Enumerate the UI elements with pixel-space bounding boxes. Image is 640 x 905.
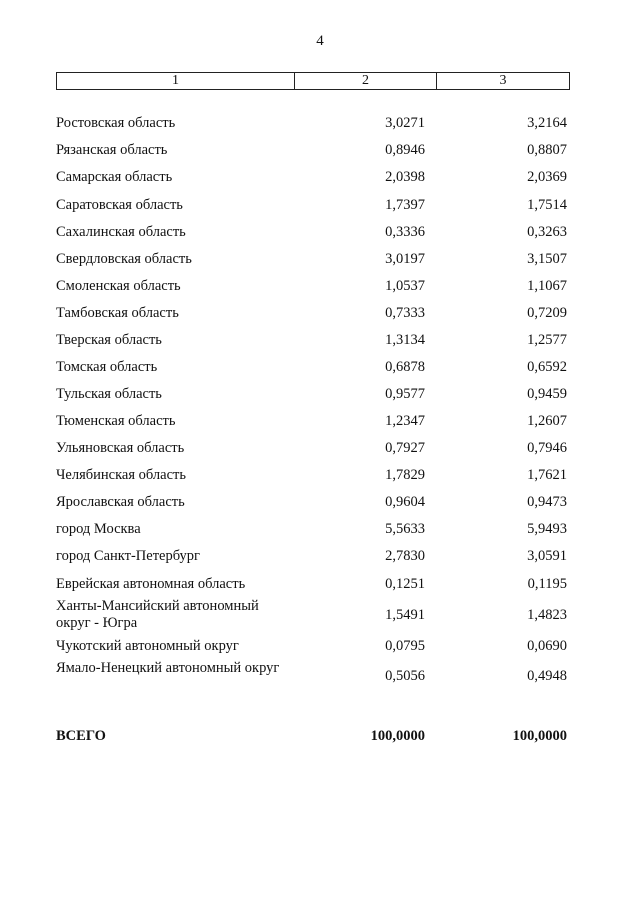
region-name: Тульская область bbox=[56, 386, 162, 402]
value-col2: 1,5491 bbox=[385, 607, 425, 623]
value-col2: 0,7927 bbox=[385, 440, 425, 456]
region-name: Самарская область bbox=[56, 169, 173, 185]
value-col3: 3,2164 bbox=[527, 115, 567, 131]
column-header-3: 3 bbox=[499, 73, 507, 88]
region-name: Саратовская область bbox=[56, 197, 183, 213]
region-name: Смоленская область bbox=[56, 278, 181, 294]
value-col3: 3,1507 bbox=[527, 251, 567, 267]
column-header-2: 2 bbox=[295, 73, 437, 89]
region-name: Свердловская область bbox=[56, 251, 192, 267]
table-column-header bbox=[56, 72, 570, 90]
value-col3: 0,3263 bbox=[527, 224, 567, 240]
region-name: Тверская область bbox=[56, 332, 162, 348]
region-name: Рязанская область bbox=[56, 142, 168, 158]
region-name: Томская область bbox=[56, 359, 158, 375]
value-col3: 0,7946 bbox=[527, 440, 567, 456]
value-col2: 0,9577 bbox=[385, 386, 425, 402]
total-col2: 100,0000 bbox=[370, 728, 425, 744]
value-col3: 1,7621 bbox=[527, 467, 567, 483]
value-col2: 0,7333 bbox=[385, 305, 425, 321]
value-col3: 0,4948 bbox=[527, 668, 567, 684]
region-name: Ямало-Ненецкий автономный округ bbox=[56, 660, 280, 676]
value-col2: 0,9604 bbox=[385, 494, 425, 510]
region-name: Тюменская область bbox=[56, 413, 176, 429]
region-name: Челябинская область bbox=[56, 467, 186, 483]
value-col3: 0,6592 bbox=[527, 359, 567, 375]
value-col2: 0,5056 bbox=[385, 668, 425, 684]
value-col2: 0,6878 bbox=[385, 359, 425, 375]
table-row bbox=[0, 598, 640, 632]
table-row bbox=[0, 660, 640, 694]
value-col3: 0,8807 bbox=[527, 142, 567, 158]
region-name: город Москва bbox=[56, 521, 141, 537]
region-name: Ярославская область bbox=[56, 494, 185, 510]
value-col2: 5,5633 bbox=[385, 521, 425, 537]
value-col2: 0,0795 bbox=[385, 638, 425, 654]
value-col2: 1,7397 bbox=[385, 197, 425, 213]
value-col2: 0,8946 bbox=[385, 142, 425, 158]
region-name: Еврейская автономная область bbox=[56, 576, 246, 592]
region-name: Ульяновская область bbox=[56, 440, 185, 456]
region-name: Ханты-Мансийский автономный округ - Югра bbox=[56, 598, 259, 631]
value-col2: 0,1251 bbox=[385, 576, 425, 592]
value-col3: 0,7209 bbox=[527, 305, 567, 321]
region-name: город Санкт-Петербург bbox=[56, 548, 201, 564]
total-label: ВСЕГО bbox=[56, 728, 106, 744]
value-col2: 2,0398 bbox=[385, 169, 425, 185]
region-name: Чукотский автономный округ bbox=[56, 638, 239, 654]
value-col3: 0,9473 bbox=[527, 494, 567, 510]
value-col3: 1,4823 bbox=[527, 607, 567, 623]
value-col3: 1,1067 bbox=[527, 278, 567, 294]
column-header-1: 1 bbox=[57, 73, 295, 89]
value-col3: 1,7514 bbox=[527, 197, 567, 213]
value-col3: 3,0591 bbox=[527, 548, 567, 564]
value-col2: 3,0197 bbox=[385, 251, 425, 267]
value-col3: 2,0369 bbox=[527, 169, 567, 185]
value-col3: 0,0690 bbox=[527, 638, 567, 654]
value-col2: 1,7829 bbox=[385, 467, 425, 483]
value-col2: 0,3336 bbox=[385, 224, 425, 240]
value-col2: 1,2347 bbox=[385, 413, 425, 429]
value-col2: 2,7830 bbox=[385, 548, 425, 564]
value-col2: 1,0537 bbox=[385, 278, 425, 294]
region-name: Тамбовская область bbox=[56, 305, 179, 321]
value-col2: 3,0271 bbox=[385, 115, 425, 131]
region-name: Ростовская область bbox=[56, 115, 176, 131]
value-col3: 1,2607 bbox=[527, 413, 567, 429]
region-name: Сахалинская область bbox=[56, 224, 186, 240]
value-col3: 0,1195 bbox=[527, 576, 567, 592]
value-col2: 1,3134 bbox=[385, 332, 425, 348]
value-col3: 1,2577 bbox=[527, 332, 567, 348]
total-col3: 100,0000 bbox=[512, 728, 567, 744]
page-number: 4 bbox=[316, 33, 324, 49]
value-col3: 5,9493 bbox=[527, 521, 567, 537]
value-col3: 0,9459 bbox=[527, 386, 567, 402]
